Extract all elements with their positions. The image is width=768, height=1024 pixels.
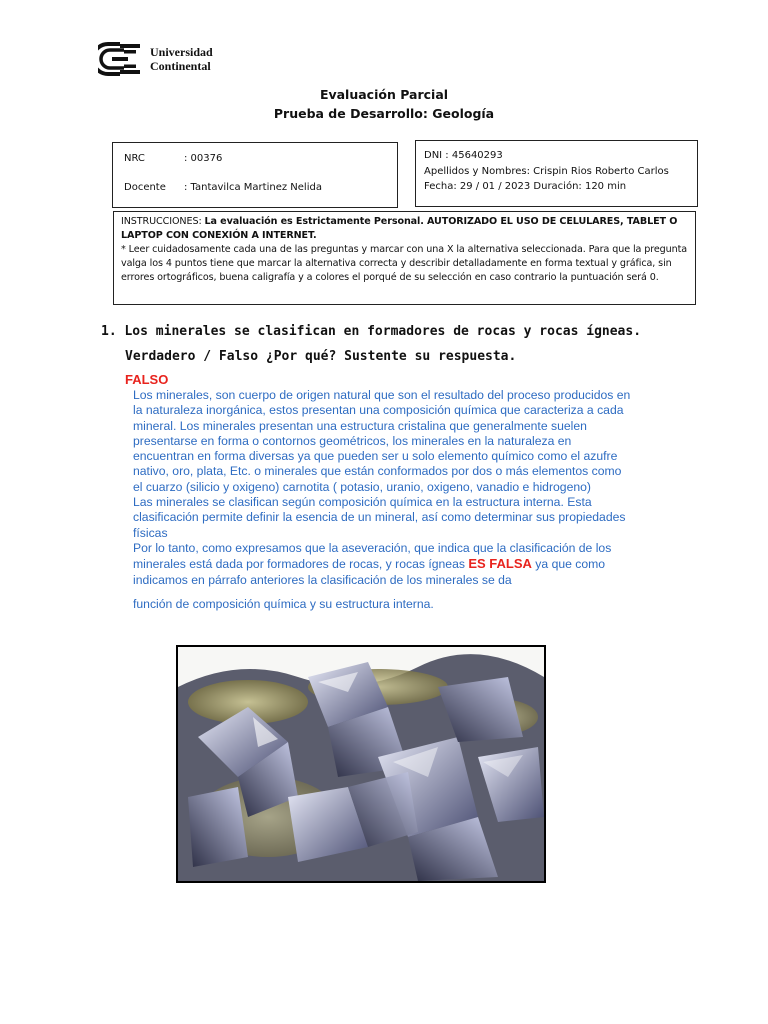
question-1-prompt: Verdadero / Falso ¿Por qué? Sustente su respuesta.	[125, 349, 517, 364]
answer-paragraph-3	[133, 541, 633, 588]
answer-p3-end: ya que como indicamos en párrafo anteriores la clasificación de los minerales se da	[133, 557, 606, 587]
instructions-label: INSTRUCCIONES:	[121, 216, 202, 227]
document-title: Evaluación Parcial	[319, 87, 449, 102]
student-name-field: Apellidos y Nombres: Crispin Rios Roberto Carlos	[424, 166, 669, 177]
answer-p3-start: Por lo tanto, como expresamos que la aseveración, que indica que la clasificación de los minerales está dada por formadores de rocas, y rocas ígneas	[133, 540, 612, 572]
date-duration-field: Fecha: 29 / 01 / 2023 Duración: 120 min	[424, 181, 627, 192]
student-info-box	[415, 140, 698, 207]
nrc-value: : 00376	[184, 153, 223, 164]
es-falsa-highlight: ES FALSA	[468, 556, 532, 572]
docente-value: : Tantavilca Martinez Nelida	[184, 182, 322, 193]
instructions-body: * Leer cuidadosamente cada una de las preguntas y marcar con una X la alternativa seleccionada. Para que la pregunta valga los 4 puntos tiene que marcar la alternativa correcta y describir detalladamente en forma textual y gráfica, sin errores ortográficos, buena caligrafía y a colores el porqué de su selección en caso contrario la puntuación será 0.	[121, 244, 688, 283]
instructions-bold: La evaluación es Estrictamente Personal. AUTORIZADO EL USO DE CELULARES, TABLET O LAPTOP CON CONEXIÓN A INTERNET.	[121, 216, 678, 241]
logo-line-2: Continental	[150, 59, 211, 73]
instructions-box	[113, 211, 696, 305]
docente-label: Docente	[124, 182, 166, 193]
answer-paragraph-1: Los minerales, son cuerpo de origen natural que son el resultado del proceso producidos en la naturaleza inorgánica, estos presentan una composición química que caracteriza a cada mineral. Los minerales presentan una estructura cristalina que generalmente suelen presentarse en forma o contornos geométricos, los minerales en la naturaleza en encuentran en forma diversas ya que pueden ser u solo elemento químico como el azufre nativo, oro, plata, Etc. o minerales que están conformados por dos o más elementos como el cuarzo (silicio y oxigeno) carnotita ( potasio, uranio, oxigeno, vanadio e hidrogeno)	[133, 388, 631, 494]
logo-line-1: Universidad	[150, 45, 213, 59]
document-subtitle: Prueba de Desarrollo: Geología	[273, 106, 495, 121]
galena-crystal-image	[178, 647, 544, 881]
answer-paragraph-4: función de composición química y su estructura interna.	[133, 596, 434, 611]
university-logo-icon	[98, 42, 142, 76]
nrc-label: NRC	[124, 153, 145, 164]
mineral-photo	[176, 645, 546, 883]
course-info-box	[112, 142, 398, 208]
question-1-text: 1. Los minerales se clasifican en formadores de rocas y rocas ígneas.	[101, 324, 642, 339]
answer-paragraph-2: Las minerales se clasifican según composición química en la estructura interna. Esta clasificación permite definir la esencia de un mineral, así como determinar sus propiedades físicas	[133, 495, 626, 540]
university-name	[150, 45, 213, 73]
answer-verdict: FALSO	[125, 372, 169, 387]
dni-field: DNI : 45640293	[424, 150, 503, 161]
answer-body	[133, 388, 633, 612]
